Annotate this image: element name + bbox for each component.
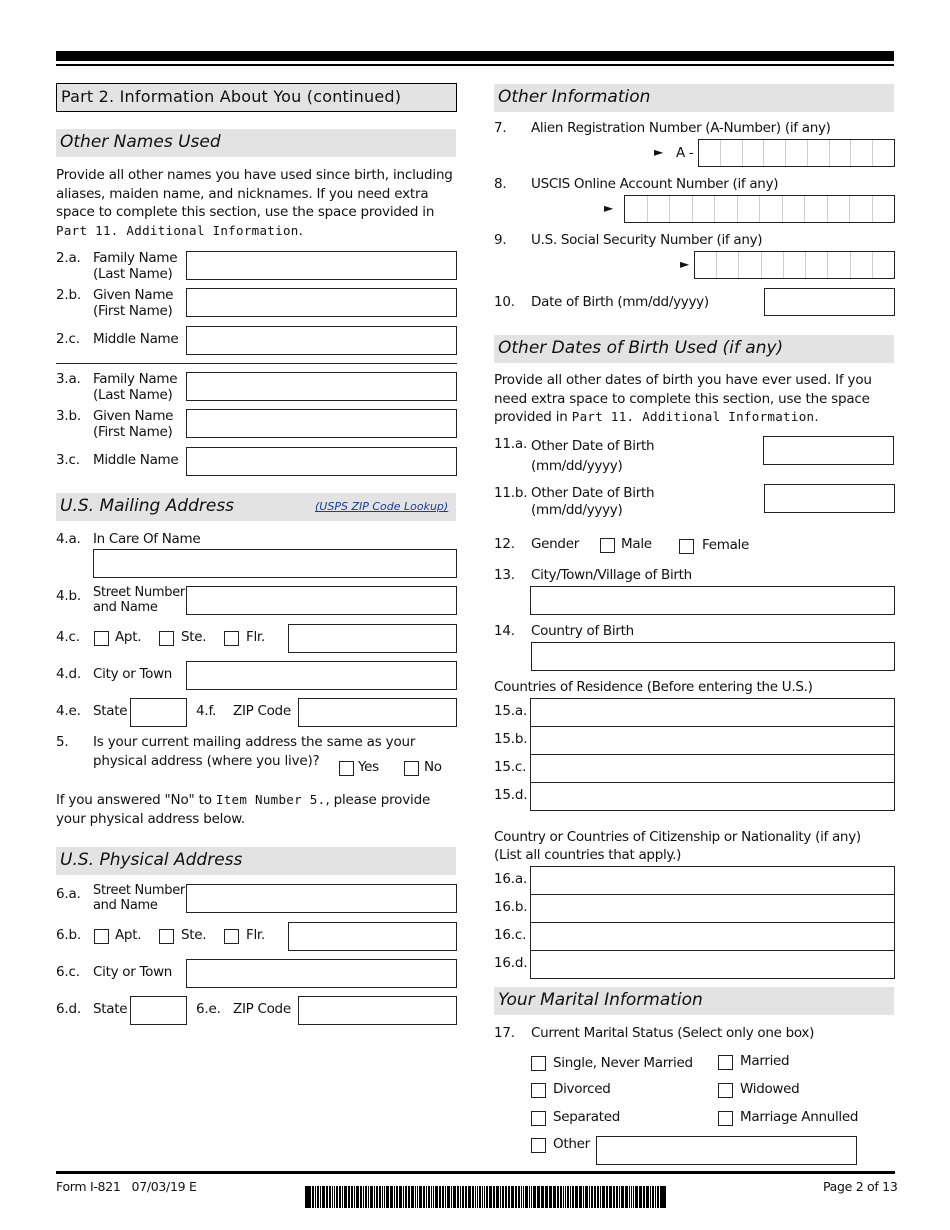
item-number: 6.c.: [56, 964, 80, 980]
item-number: 9.: [494, 232, 507, 248]
digit-cell[interactable]: [783, 196, 806, 222]
other-dob-input-11b[interactable]: [764, 484, 895, 513]
item-number: 14.: [494, 623, 515, 639]
given-name-label: Given Name (First Name): [93, 408, 174, 440]
digit-cell[interactable]: [648, 196, 671, 222]
divorced-checkbox[interactable]: [531, 1083, 546, 1098]
ste-checkbox[interactable]: [159, 929, 174, 944]
item-number: 6.d.: [56, 1001, 81, 1017]
item-number: 4.d.: [56, 666, 81, 682]
top-thin-rule: [56, 64, 894, 66]
residence-input-15b[interactable]: [530, 726, 895, 755]
uscis-account-label: USCIS Online Account Number (if any): [531, 176, 779, 192]
item-number: 6.b.: [56, 927, 81, 943]
city-of-birth-input[interactable]: [530, 586, 895, 615]
item-number: 3.a.: [56, 371, 81, 387]
q5-yes-checkbox[interactable]: [339, 761, 354, 776]
flr-checkbox[interactable]: [224, 631, 239, 646]
item-number: 10.: [494, 294, 515, 310]
item-number: 4.a.: [56, 531, 81, 547]
item-number: 16.d.: [494, 955, 528, 971]
q5-no-checkbox[interactable]: [404, 761, 419, 776]
family-name-label: Family Name (Last Name): [93, 250, 178, 282]
separated-checkbox[interactable]: [531, 1111, 546, 1126]
residence-input-15d[interactable]: [530, 782, 895, 811]
citizenship-input-16d[interactable]: [530, 950, 895, 979]
item-number: 16.b.: [494, 899, 528, 915]
gender-female-checkbox[interactable]: [679, 539, 694, 554]
country-of-birth-label: Country of Birth: [531, 623, 634, 639]
gender-male-checkbox[interactable]: [600, 538, 615, 553]
digit-cell[interactable]: [743, 140, 765, 166]
item-number: 11.b.: [494, 485, 528, 501]
a-number-label: Alien Registration Number (A-Number) (if any): [531, 120, 831, 136]
item-number: 16.a.: [494, 871, 528, 887]
digit-cell[interactable]: [830, 140, 852, 166]
digit-cell[interactable]: [805, 196, 828, 222]
digit-cell[interactable]: [828, 252, 850, 278]
city-of-birth-label: City/Town/Village of Birth: [531, 567, 692, 583]
married-checkbox[interactable]: [718, 1055, 733, 1070]
citizenship-input-16b[interactable]: [530, 894, 895, 923]
footer-rule: [56, 1171, 895, 1174]
digit-cell[interactable]: [873, 252, 894, 278]
middle-name-input-3c[interactable]: [186, 447, 457, 476]
residence-input-15c[interactable]: [530, 754, 895, 783]
given-name-label: Given Name (First Name): [93, 287, 174, 319]
digit-cell[interactable]: [828, 196, 851, 222]
divider: [56, 363, 457, 364]
other-marital-input[interactable]: [596, 1136, 857, 1165]
digit-cell[interactable]: [739, 252, 761, 278]
separated-label: Separated: [553, 1109, 621, 1125]
section-physical-address-title: U.S. Physical Address: [56, 847, 456, 875]
section-other-dob-title: Other Dates of Birth Used (if any): [494, 335, 894, 363]
arrow-right-icon: ►: [680, 257, 690, 271]
item-number: 4.b.: [56, 588, 81, 604]
part11-reference: Part 11. Additional Information: [56, 222, 299, 238]
digit-cell[interactable]: [699, 140, 721, 166]
barcode: [305, 1186, 713, 1208]
other-dob-label: Other Date of Birth (mm/dd/yyyy): [531, 485, 655, 518]
digit-cell[interactable]: [625, 196, 648, 222]
mailing-city-input[interactable]: [186, 661, 457, 690]
physical-street-input[interactable]: [186, 884, 457, 913]
top-thick-rule: [56, 51, 894, 61]
apt-checkbox[interactable]: [94, 929, 109, 944]
item-number: 3.c.: [56, 452, 80, 468]
item-number: 5.: [56, 734, 69, 750]
item-number: 7.: [494, 120, 507, 136]
section-other-names-title: Other Names Used: [56, 129, 456, 157]
digit-cell[interactable]: [786, 140, 808, 166]
zip-label: ZIP Code: [233, 1001, 291, 1017]
digit-cell[interactable]: [738, 196, 761, 222]
street-label: Street Number and Name: [93, 585, 185, 615]
digit-cell[interactable]: [851, 140, 873, 166]
q5-followup-note: If you answered "No" to Item Number 5., please provide your physical address below.: [56, 792, 431, 827]
widowed-checkbox[interactable]: [718, 1083, 733, 1098]
digit-cell[interactable]: [715, 196, 738, 222]
item-number: 6.a.: [56, 886, 81, 902]
physical-state-select[interactable]: [130, 996, 187, 1025]
apt-checkbox[interactable]: [94, 631, 109, 646]
item-number: 11.a.: [494, 436, 528, 452]
in-care-of-input[interactable]: [93, 549, 457, 578]
digit-cell[interactable]: [693, 196, 716, 222]
digit-cell[interactable]: [764, 140, 786, 166]
digit-cell[interactable]: [717, 252, 739, 278]
single-checkbox[interactable]: [531, 1056, 546, 1071]
item-number: 8.: [494, 176, 507, 192]
middle-name-label: Middle Name: [93, 452, 179, 468]
flr-label: Flr.: [246, 629, 265, 645]
citizenship-label: Country or Countries of Citizenship or Nationality (if any) (List all countries that apply.): [494, 829, 861, 863]
digit-cell[interactable]: [851, 252, 873, 278]
item-number: 4.f.: [196, 703, 217, 719]
ste-label: Ste.: [181, 629, 207, 645]
ste-checkbox[interactable]: [159, 631, 174, 646]
page-number: Page 2 of 13: [823, 1179, 898, 1194]
flr-label: Flr.: [246, 927, 265, 943]
male-label: Male: [621, 536, 652, 552]
middle-name-input-2c[interactable]: [186, 326, 457, 355]
item-number: 12.: [494, 536, 515, 552]
mailing-unit-input[interactable]: [288, 624, 457, 653]
no-label: No: [424, 759, 442, 775]
other-label: Other: [553, 1136, 590, 1152]
item-number: 15.b.: [494, 731, 528, 747]
street-label: Street Number and Name: [93, 883, 185, 913]
other-dob-instructions: Provide all other dates of birth you have ever used. If you need extra space to complete this section, use the space provided in Part 11. Additional Information.: [494, 372, 872, 425]
uscis-account-input[interactable]: [624, 195, 895, 223]
citizenship-input-16a[interactable]: [530, 866, 895, 895]
yes-label: Yes: [358, 759, 379, 775]
item-number: 4.c.: [56, 629, 80, 645]
dob-label: Date of Birth (mm/dd/yyyy): [531, 294, 709, 310]
mailing-zip-input[interactable]: [298, 698, 457, 727]
item-number: 2.a.: [56, 250, 81, 266]
country-of-birth-input[interactable]: [531, 642, 895, 671]
section-mailing-address-title: U.S. Mailing Address: [56, 493, 456, 521]
item-number: 15.c.: [494, 759, 527, 775]
dob-input[interactable]: [764, 288, 895, 316]
item-number: 17.: [494, 1025, 515, 1041]
physical-city-input[interactable]: [186, 959, 457, 988]
item-number: 15.a.: [494, 703, 528, 719]
residence-label: Countries of Residence (Before entering the U.S.): [494, 679, 813, 695]
digit-cell[interactable]: [721, 140, 743, 166]
item-number: 16.c.: [494, 927, 527, 943]
ste-label: Ste.: [181, 927, 207, 943]
state-label: State: [93, 703, 128, 719]
digit-cell[interactable]: [670, 196, 693, 222]
apt-label: Apt.: [115, 927, 142, 943]
a-number-prefix: A -: [676, 145, 694, 161]
divorced-label: Divorced: [553, 1081, 611, 1097]
ssn-input[interactable]: [694, 251, 895, 279]
item-number: 13.: [494, 567, 515, 583]
mailing-street-input[interactable]: [186, 586, 457, 615]
annulled-checkbox[interactable]: [718, 1111, 733, 1126]
digit-cell[interactable]: [808, 140, 830, 166]
item-number: 3.b.: [56, 408, 81, 424]
digit-cell[interactable]: [873, 196, 895, 222]
gender-label: Gender: [531, 536, 579, 552]
item-number: 6.e.: [196, 1001, 221, 1017]
city-label: City or Town: [93, 666, 173, 682]
residence-input-15a[interactable]: [530, 698, 895, 727]
digit-cell[interactable]: [762, 252, 784, 278]
single-label: Single, Never Married: [553, 1055, 693, 1071]
middle-name-label: Middle Name: [93, 331, 179, 347]
section-marital-title: Your Marital Information: [494, 987, 894, 1015]
other-checkbox[interactable]: [531, 1138, 546, 1153]
female-label: Female: [702, 537, 750, 553]
zip-label: ZIP Code: [233, 703, 291, 719]
family-name-label: Family Name (Last Name): [93, 371, 178, 403]
ssn-label: U.S. Social Security Number (if any): [531, 232, 763, 248]
arrow-right-icon: ►: [604, 201, 614, 215]
married-label: Married: [740, 1053, 790, 1069]
flr-checkbox[interactable]: [224, 929, 239, 944]
item-number: 15.d.: [494, 787, 528, 803]
widowed-label: Widowed: [740, 1081, 800, 1097]
physical-unit-input[interactable]: [288, 922, 457, 951]
digit-cell[interactable]: [760, 196, 783, 222]
form-id: Form I-821 07/03/19 E: [56, 1179, 197, 1194]
item-number: 2.b.: [56, 287, 81, 303]
marital-status-label: Current Marital Status (Select only one box): [531, 1025, 815, 1041]
mailing-state-select[interactable]: [130, 698, 187, 727]
other-dob-input-11a[interactable]: [763, 436, 894, 465]
in-care-of-label: In Care Of Name: [93, 531, 201, 547]
annulled-label: Marriage Annulled: [740, 1109, 859, 1125]
family-name-input-3a[interactable]: [186, 372, 457, 401]
digit-cell[interactable]: [806, 252, 828, 278]
q5-question: Is your current mailing address the same as your physical address (where you live)?: [93, 734, 416, 769]
other-names-instructions: Provide all other names you have used since birth, including aliases, maiden name, and nicknames. If you need extra space to complete this section, use the space provided in Part 11. Additional Information.: [56, 167, 453, 239]
citizenship-input-16c[interactable]: [530, 922, 895, 951]
apt-label: Apt.: [115, 629, 142, 645]
digit-cell[interactable]: [850, 196, 873, 222]
item-number: 2.c.: [56, 331, 80, 347]
state-label: State: [93, 1001, 128, 1017]
city-label: City or Town: [93, 964, 173, 980]
physical-zip-input[interactable]: [298, 996, 457, 1025]
given-name-input-2b[interactable]: [186, 288, 457, 317]
digit-cell[interactable]: [873, 140, 894, 166]
section-other-information-title: Other Information: [494, 84, 894, 112]
given-name-input-3b[interactable]: [186, 409, 457, 438]
digit-cell[interactable]: [695, 252, 717, 278]
usps-zip-lookup-link[interactable]: (USPS ZIP Code Lookup): [315, 500, 449, 513]
a-number-input[interactable]: [698, 139, 895, 167]
arrow-right-icon: ►: [654, 145, 664, 159]
digit-cell[interactable]: [784, 252, 806, 278]
part-title: Part 2. Information About You (continued): [56, 83, 457, 112]
item-number: 4.e.: [56, 703, 81, 719]
other-dob-label: Other Date of Birth (mm/dd/yyyy): [531, 438, 655, 474]
family-name-input-2a[interactable]: [186, 251, 457, 280]
